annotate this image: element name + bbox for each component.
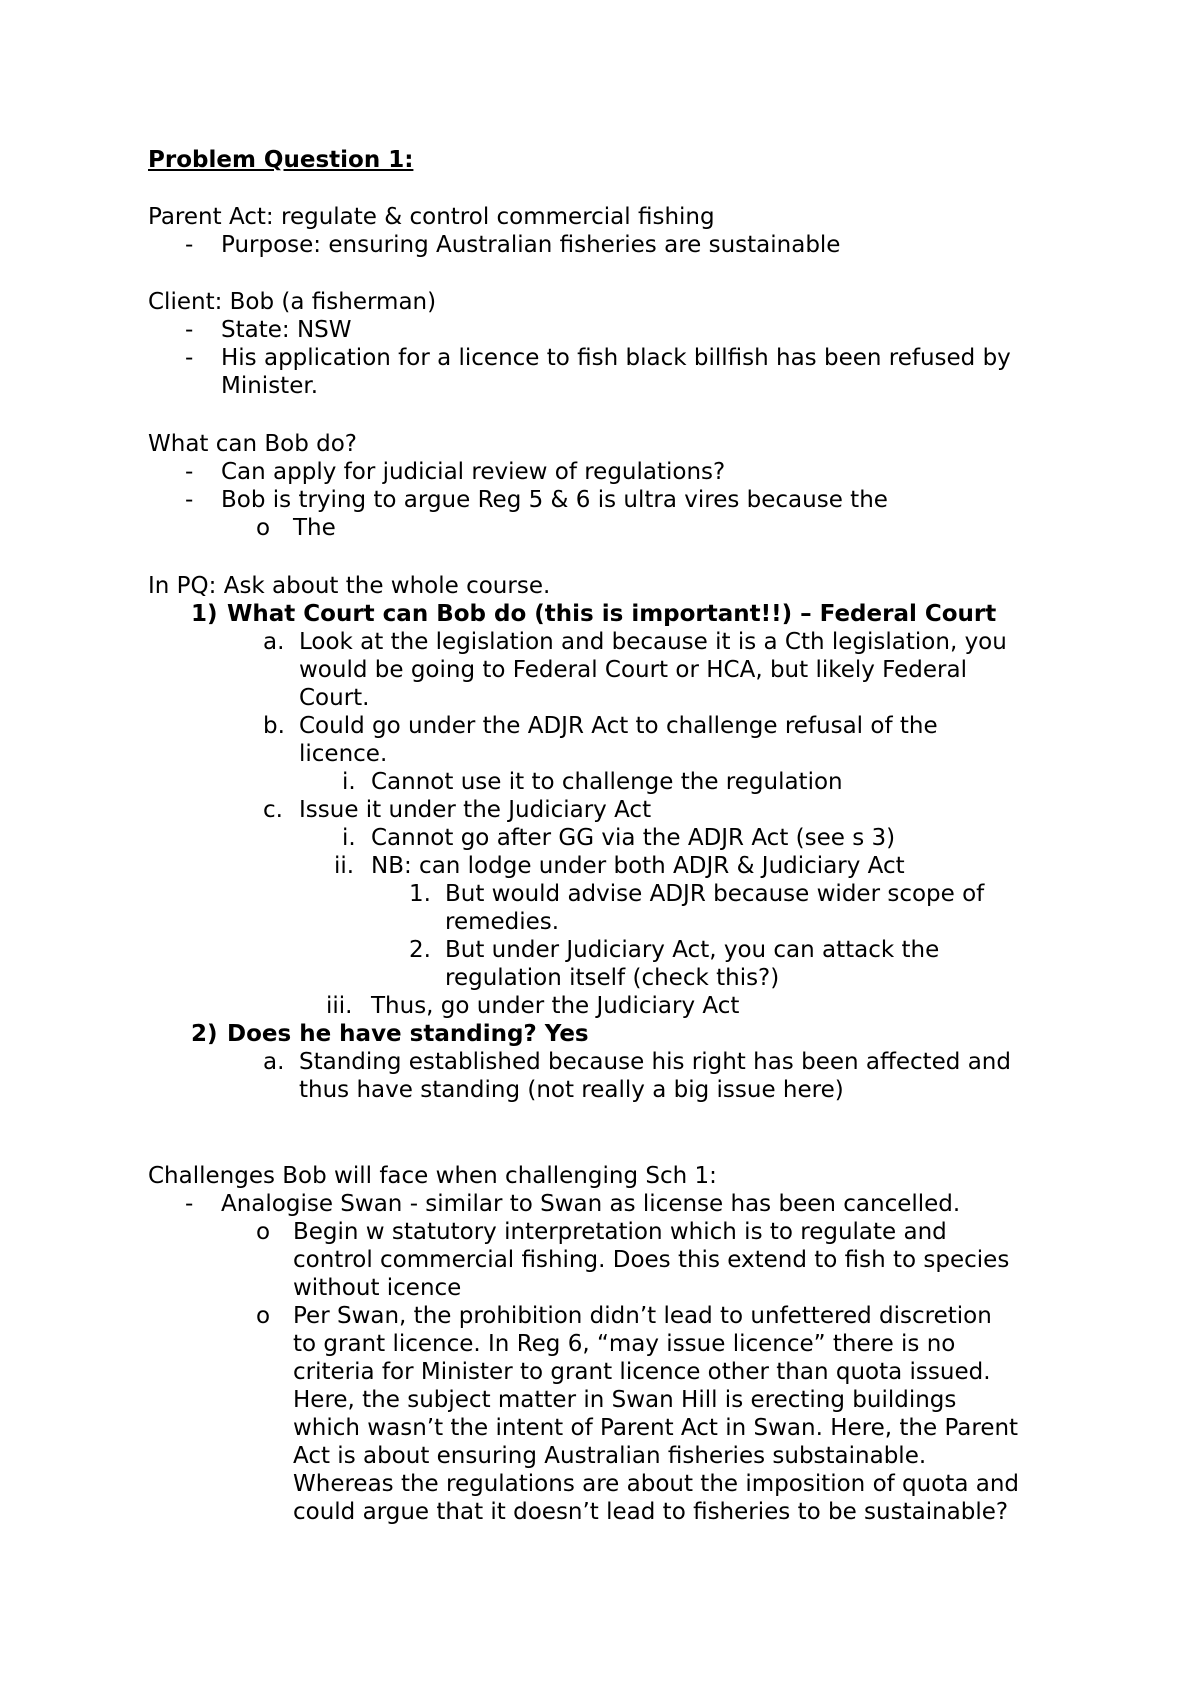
item-a-line: would be going to Federal Court or HCA, but likely Federal [299,657,967,683]
ultra-vires-item: Bob is trying to argue Reg 5 & 6 is ultra vires because the [221,487,888,513]
numbered-marker: 1) [191,601,218,627]
judicial-review-item: Can apply for judicial review of regulations? [221,459,726,485]
what-can-bob-do-line: What can Bob do? [148,431,358,457]
pq-line: In PQ: Ask about the whole course. [148,573,551,599]
item-c-i: Cannot go after GG via the ADJR Act (see s 3) [371,825,896,851]
bullet-marker: - [185,459,194,485]
purpose-line: Purpose: ensuring Australian fisheries are sustainable [221,232,841,258]
item-c-ii: NB: can lodge under both ADJR & Judiciary Act [371,853,905,879]
bullet-marker: - [185,487,194,513]
challenges-line: Challenges Bob will face when challenging Sch 1: [148,1163,717,1189]
per-swan-line: criteria for Minister to grant licence other than quota issued. [293,1359,991,1385]
roman-marker: iii. [326,993,353,1019]
per-swan-line: to grant licence. In Reg 6, “may issue licence” there is no [293,1331,956,1357]
parent-act-line: Parent Act: regulate & control commercial fishing [148,204,715,230]
item-a-line: Look at the legislation and because it is a Cth legislation, you [299,629,1007,655]
application-line: His application for a licence to fish black billfish has been refused by [221,345,1011,371]
letter-marker: a. [263,629,285,655]
analogise-swan-item: Analogise Swan - similar to Swan as license has been cancelled. [221,1191,961,1217]
sub-item-the: The [293,515,336,541]
per-swan-line: Act is about ensuring Australian fisheries substainable. [293,1443,927,1469]
letter-marker: c. [263,797,283,823]
standing-line: thus have standing (not really a big issue here) [299,1077,844,1103]
statutory-interpretation-line: Begin w statutory interpretation which is to regulate and [293,1219,947,1245]
item-c-ii-1: remedies. [445,909,560,935]
question-2-heading: Does he have standing? Yes [227,1021,589,1047]
state-line: State: NSW [221,317,352,343]
item-b-line: licence. [299,741,388,767]
number-marker: 1. [409,881,431,907]
bullet-marker: - [185,317,194,343]
per-swan-line: Here, the subject matter in Swan Hill is erecting buildings [293,1387,957,1413]
per-swan-line: could argue that it doesn’t lead to fisheries to be sustainable? [293,1499,1009,1525]
roman-marker: ii. [334,853,355,879]
sub-bullet-marker: o [256,1219,271,1245]
statutory-interpretation-line: without icence [293,1275,462,1301]
standing-line: Standing established because his right has been affected and [299,1049,1011,1075]
roman-marker: i. [342,769,356,795]
letter-marker: b. [263,713,285,739]
item-b-line: Could go under the ADJR Act to challenge refusal of the [299,713,938,739]
per-swan-line: Whereas the regulations are about the imposition of quota and [293,1471,1019,1497]
bullet-marker: - [185,232,194,258]
item-c-ii-2: regulation itself (check this?) [445,965,780,991]
application-line-cont: Minister. [221,373,319,399]
document-title: Problem Question 1: [148,147,414,173]
item-c-iii: Thus, go under the Judiciary Act [371,993,740,1019]
statutory-interpretation-line: control commercial fishing. Does this extend to fish to species [293,1247,1010,1273]
numbered-marker: 2) [191,1021,218,1047]
per-swan-line: which wasn’t the intent of Parent Act in Swan. Here, the Parent [293,1415,1019,1441]
sub-bullet-marker: o [256,515,271,541]
roman-marker: i. [342,825,356,851]
item-c-ii-1: But would advise ADJR because wider scope of [445,881,985,907]
item-c-ii-2: But under Judiciary Act, you can attack the [445,937,940,963]
bullet-marker: - [185,1191,194,1217]
item-c-line: Issue it under the Judiciary Act [299,797,652,823]
client-line: Client: Bob (a fisherman) [148,289,437,315]
sub-bullet-marker: o [256,1303,271,1329]
number-marker: 2. [409,937,431,963]
question-1-heading: What Court can Bob do (this is important!!) – Federal Court [227,601,997,627]
per-swan-line: Per Swan, the prohibition didn’t lead to unfettered discretion [293,1303,992,1329]
bullet-marker: - [185,345,194,371]
letter-marker: a. [263,1049,285,1075]
item-a-line: Court. [299,685,370,711]
item-b-i: Cannot use it to challenge the regulation [371,769,843,795]
